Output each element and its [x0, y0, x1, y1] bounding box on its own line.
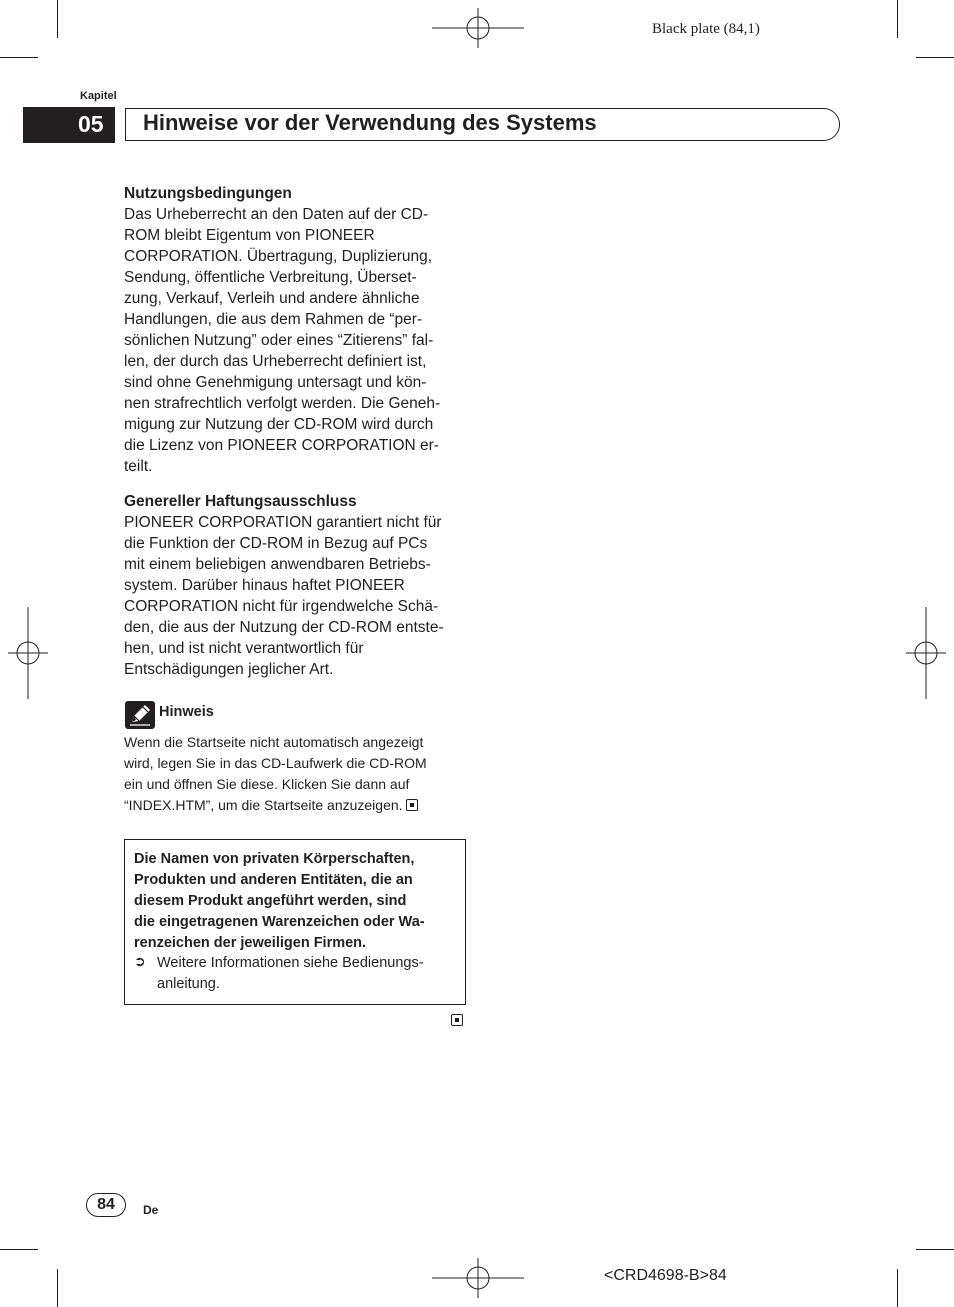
text-line: PIONEER CORPORATION garantiert nicht für — [124, 514, 442, 531]
registration-mark-right — [906, 607, 946, 699]
text-line: Produkten und anderen Entitäten, die an — [134, 872, 413, 888]
arrow-icon: ➲ — [134, 953, 146, 969]
registration-mark-left — [8, 607, 48, 699]
text-line: mit einem beliebigen anwendbaren Betriebs- — [124, 556, 431, 573]
chapter-title: Hinweise vor der Verwendung des Systems — [143, 110, 597, 135]
text-line: hen, und ist nicht verantwortlich für — [124, 640, 364, 657]
crop-mark — [57, 0, 58, 38]
language-code: De — [143, 1203, 159, 1217]
section-disclaimer — [124, 492, 469, 680]
text-line: CORPORATION nicht für irgendwelche Schä- — [124, 598, 439, 615]
section-heading: Nutzungsbedingungen — [124, 185, 292, 202]
crop-mark — [897, 0, 898, 38]
text-line: Das Urheberrecht an den Daten auf der CD- — [124, 206, 429, 223]
pencil-icon — [125, 701, 155, 729]
text-line: nen strafrechtlich verfolgt werden. Die Geneh- — [124, 395, 441, 412]
page-number: 84 — [86, 1193, 126, 1217]
text-line: die Funktion der CD-ROM in Bezug auf PCs — [124, 535, 428, 552]
registration-mark-bottom — [432, 1258, 524, 1298]
crop-mark — [0, 57, 38, 58]
chapter-number: 05 — [78, 111, 104, 137]
text-line: die eingetragenen Warenzeichen oder Wa- — [134, 914, 425, 930]
chapter-label: Kapitel — [80, 90, 117, 102]
text-line-content: “INDEX.HTM”, um die Startseite anzuzeigen. — [124, 797, 403, 813]
text-line: ROM bleibt Eigentum von PIONEER — [124, 227, 375, 244]
text-line: renzeichen der jeweiligen Firmen. — [134, 935, 367, 951]
end-of-section-icon — [451, 1012, 463, 1030]
text-line: Wenn die Startseite nicht automatisch angezeigt — [124, 734, 424, 750]
text-line: anleitung. — [157, 976, 220, 992]
text-line: den, die aus der Nutzung der CD-ROM entste- — [124, 619, 444, 636]
registration-mark-top — [432, 8, 524, 48]
trademark-text — [134, 849, 425, 954]
section-body — [124, 204, 469, 477]
text-line: CORPORATION. Übertragung, Duplizierung, — [124, 248, 433, 265]
text-line: migung zur Nutzung der CD-ROM wird durch — [124, 416, 434, 433]
section-terms-of-use — [124, 184, 469, 477]
document-code: <CRD4698-B>84 — [604, 1267, 727, 1284]
crop-mark — [57, 1269, 58, 1307]
text-line: teilt. — [124, 458, 153, 475]
text-line: len, der durch das Urheberrecht definiert ist, — [124, 353, 427, 370]
crop-mark — [0, 1249, 38, 1250]
crop-mark — [916, 57, 954, 58]
section-body — [124, 512, 469, 680]
text-line: sind ohne Genehmigung untersagt und kön- — [124, 374, 427, 391]
text-line: Weitere Informationen siehe Bedienungs- — [157, 955, 424, 971]
text-line: system. Darüber hinaus haftet PIONEER — [124, 577, 405, 594]
text-line: wird, legen Sie in das CD-Laufwerk die CD-ROM — [124, 755, 427, 771]
text-line: Die Namen von privaten Körperschaften, — [134, 851, 415, 867]
crop-mark — [916, 1249, 954, 1250]
section-heading: Genereller Haftungsausschluss — [124, 493, 357, 510]
text-line: Handlungen, die aus dem Rahmen de “per- — [124, 311, 423, 328]
note-label: Hinweis — [159, 704, 214, 720]
plate-label: Black plate (84,1) — [652, 21, 760, 37]
crop-mark — [897, 1269, 898, 1307]
note-body — [124, 732, 469, 816]
text-line: diesem Produkt angeführt werden, sind — [134, 893, 407, 909]
text-line: Entschädigungen jeglicher Art. — [124, 661, 334, 678]
text-line — [124, 795, 469, 816]
trademark-reference — [157, 953, 424, 995]
text-line: zung, Verkauf, Verleih und andere ähnliche — [124, 290, 420, 307]
text-line: ein und öffnen Sie diese. Klicken Sie dann auf — [124, 776, 410, 792]
text-line: sönlichen Nutzung” oder eines “Zitierens” fal- — [124, 332, 434, 349]
end-of-section-icon — [406, 799, 418, 811]
text-line: Sendung, öffentliche Verbreitung, Überset- — [124, 269, 417, 286]
text-line: die Lizenz von PIONEER CORPORATION er- — [124, 437, 439, 454]
